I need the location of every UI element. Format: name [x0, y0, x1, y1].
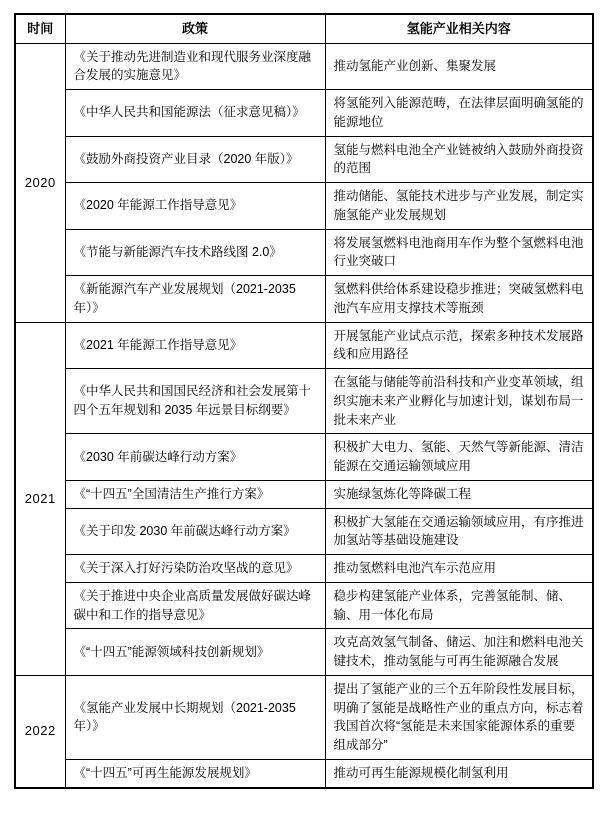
policy-cell: 《“十四五”能源领域科技创新规划》: [65, 629, 325, 676]
content-cell: 推动氢能产业创新、集聚发展: [325, 43, 593, 90]
content-cell: 氢能与燃料电池全产业链被纳入鼓励外商投资的范围: [325, 136, 593, 183]
policy-cell: 《新能源汽车产业发展规划（2021-2035 年）》: [65, 276, 325, 323]
year-cell-2022: 2022: [15, 675, 65, 787]
policy-cell: 《关于推进中央企业高质量发展做好碳达峰碳中和工作的指导意见》: [65, 582, 325, 629]
content-cell: 将氢能列入能源范畴，在法律层面明确氢能的能源地位: [325, 90, 593, 137]
content-cell: 开展氢能产业试点示范，探索多种技术发展路线和应用路径: [325, 322, 593, 369]
table-row: [15, 136, 593, 183]
table-row: [15, 183, 593, 230]
content-cell: 推动储能、氢能技术进步与产业发展，制定实施氢能产业发展规划: [325, 183, 593, 230]
table-row: [15, 555, 593, 583]
table-row: [15, 276, 593, 323]
content-cell: 提出了氢能产业的三个五年阶段性发展目标，明确了氢能是战略性产业的重点方向，标志着我国首次将“氢能是未来国家能源体系的重要组成部分”: [325, 675, 593, 759]
content-cell: 推动氢燃料电池汽车示范应用: [325, 555, 593, 583]
policy-cell: 《中华人民共和国能源法（征求意见稿）》: [65, 90, 325, 137]
table-row: [15, 369, 593, 434]
content-cell: 在氢能与储能等前沿科技和产业变革领域，组织实施未来产业孵化与加速计划，谋划布局一批未来产业: [325, 369, 593, 434]
header-content: 氢能产业相关内容: [325, 14, 593, 43]
header-policy: 政策: [65, 14, 325, 43]
content-cell: 积极扩大氢能在交通运输领域应用，有序推进加氢站等基础设施建设: [325, 508, 593, 555]
table-row: [15, 759, 593, 787]
policy-cell: 《关于印发 2030 年前碳达峰行动方案》: [65, 508, 325, 555]
table-row: [15, 90, 593, 137]
table-row: [15, 229, 593, 276]
policy-cell: 《中华人民共和国国民经济和社会发展第十四个五年规划和 2035 年远景目标纲要》: [65, 369, 325, 434]
policy-cell: 《2021 年能源工作指导意见》: [65, 322, 325, 369]
table-header-row: [15, 14, 593, 43]
table-row: [15, 480, 593, 508]
content-cell: 推动可再生能源规模化制氢利用: [325, 759, 593, 787]
content-cell: 稳步构建氢能产业体系，完善氢能制、储、输、用一体化布局: [325, 582, 593, 629]
policy-cell: 《2030 年前碳达峰行动方案》: [65, 434, 325, 481]
policy-cell: 《鼓励外商投资产业目录（2020 年版）》: [65, 136, 325, 183]
content-cell: 将发展氢燃料电池商用车作为整个氢燃料电池行业突破口: [325, 229, 593, 276]
table-row: [15, 43, 593, 90]
policy-cell: 《“十四五”可再生能源发展规划》: [65, 759, 325, 787]
content-cell: 积极扩大电力、氢能、天然气等新能源、清洁能源在交通运输领域应用: [325, 434, 593, 481]
hydrogen-policy-table: [14, 13, 594, 789]
policy-cell: 《节能与新能源汽车技术路线图 2.0》: [65, 229, 325, 276]
content-cell: 氢燃料供给体系建设稳步推进；突破氢燃料电池汽车应用支撑技术等瓶颈: [325, 276, 593, 323]
policy-cell: 《关于推动先进制造业和现代服务业深度融合发展的实施意见》: [65, 43, 325, 90]
policy-cell: 《氢能产业发展中长期规划（2021-2035 年）》: [65, 675, 325, 759]
table-row: [15, 582, 593, 629]
table-row: [15, 629, 593, 676]
year-cell-2020: 2020: [15, 43, 65, 322]
header-time: 时间: [15, 14, 65, 43]
policy-cell: 《“十四五”全国清洁生产推行方案》: [65, 480, 325, 508]
table-row: [15, 322, 593, 369]
content-cell: 攻克高效氢气制备、储运、加注和燃料电池关键技术，推动氢能与可再生能源融合发展: [325, 629, 593, 676]
policy-cell: 《2020 年能源工作指导意见》: [65, 183, 325, 230]
table-row: [15, 675, 593, 759]
table-row: [15, 434, 593, 481]
table-row: [15, 508, 593, 555]
year-cell-2021: 2021: [15, 322, 65, 675]
policy-cell: 《关于深入打好污染防治攻坚战的意见》: [65, 555, 325, 583]
content-cell: 实施绿氢炼化等降碳工程: [325, 480, 593, 508]
